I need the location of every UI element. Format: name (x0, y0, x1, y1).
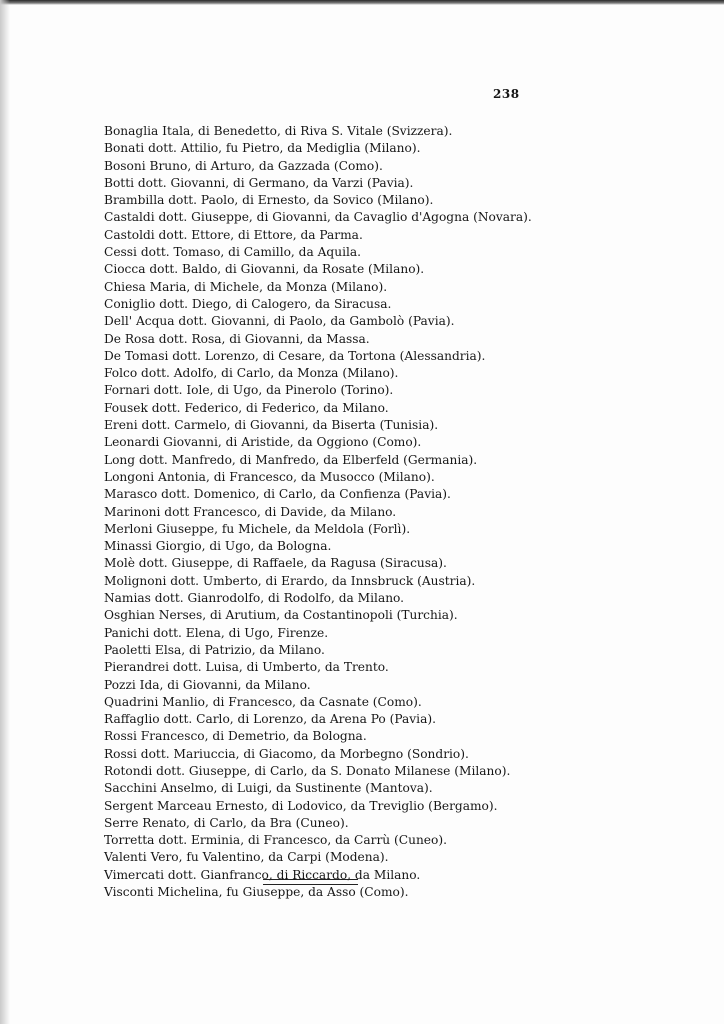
list-item: De Rosa dott. Rosa, di Giovanni, da Massa. (104, 331, 370, 346)
list-item: Quadrini Manlio, di Francesco, da Casnate (Como). (104, 694, 422, 709)
list-item: Osghian Nerses, di Arutium, da Costantinopoli (Turchia). (104, 608, 458, 623)
list-item: Bonaglia Itala, di Benedetto, di Riva S. Vitale (Svizzera). (104, 124, 453, 138)
list-item: Molè dott. Giuseppe, di Raffaele, da Ragusa (Siracusa). (104, 556, 447, 571)
list-item: Bosoni Bruno, di Arturo, da Gazzada (Como). (104, 158, 383, 173)
list-item: Rossi Francesco, di Demetrio, da Bologna. (104, 729, 367, 744)
list-item: Raffaglio dott. Carlo, di Lorenzo, da Arena Po (Pavia). (104, 712, 436, 727)
list-item: Cessi dott. Tomaso, di Camillo, da Aquila. (104, 245, 362, 260)
list-item: Brambilla dott. Paolo, di Ernesto, da Sovico (Milano). (104, 193, 434, 208)
list-item: Coniglio dott. Diego, di Calogero, da Siracusa. (104, 296, 392, 311)
list-item: Panichi dott. Elena, di Ugo, Firenze. (104, 625, 329, 640)
name-list (104, 123, 532, 901)
list-item: Marinoni dott Francesco, di Davide, da Milano. (104, 504, 397, 519)
list-item: Minassi Giorgio, di Ugo, da Bologna. (104, 539, 332, 554)
list-item: Botti dott. Giovanni, di Germano, da Varzi (Pavia). (104, 175, 414, 190)
list-item: Sacchini Anselmo, di Luigi, da Sustinente (Mantova). (104, 781, 433, 796)
list-item: Vimercati dott. Gianfranco, di Riccardo, da Milano. (104, 867, 421, 882)
list-item: Pierandrei dott. Luisa, di Umberto, da Trento. (104, 660, 389, 675)
list-item: Rossi dott. Mariuccia, di Giacomo, da Morbegno (Sondrio). (104, 746, 469, 761)
list-item: Castaldi dott. Giuseppe, di Giovanni, da Cavaglio d'Agogna (Novara). (104, 210, 532, 225)
section-divider-bottom (263, 884, 358, 885)
page-number: 238 (493, 87, 520, 101)
list-item: Merloni Giuseppe, fu Michele, da Meldola (Forlì). (104, 521, 411, 536)
list-item: Bonati dott. Attilio, fu Pietro, da Mediglia (Milano). (104, 141, 421, 156)
list-item: Molignoni dott. Umberto, di Erardo, da Innsbruck (Austria). (104, 573, 476, 588)
list-item: Castoldi dott. Ettore, di Ettore, da Parma. (104, 227, 363, 242)
list-item: Ereni dott. Carmelo, di Giovanni, da Biserta (Tunisia). (104, 418, 439, 433)
list-item: Paoletti Elsa, di Patrizio, da Milano. (104, 642, 325, 657)
list-item: Ciocca dott. Baldo, di Giovanni, da Rosate (Milano). (104, 262, 425, 277)
list-item: Namias dott. Gianrodolfo, di Rodolfo, da Milano. (104, 591, 405, 606)
list-item: Chiesa Maria, di Michele, da Monza (Milano). (104, 279, 388, 294)
list-item: Folco dott. Adolfo, di Carlo, da Monza (Milano). (104, 366, 399, 381)
list-item: Torretta dott. Erminia, di Francesco, da Carrù (Cuneo). (104, 833, 447, 848)
list-item: Fornari dott. Iole, di Ugo, da Pinerolo (Torino). (104, 383, 394, 398)
list-item: Visconti Michelina, fu Giuseppe, da Asso (Como). (104, 885, 409, 900)
scan-edge-top (0, 0, 724, 5)
list-item: Long dott. Manfredo, di Manfredo, da Elberfeld (Germania). (104, 452, 478, 467)
list-item: Fousek dott. Federico, di Federico, da Milano. (104, 400, 389, 415)
list-item: Sergent Marceau Ernesto, di Lodovico, da Treviglio (Bergamo). (104, 798, 498, 813)
list-item: Rotondi dott. Giuseppe, di Carlo, da S. Donato Milanese (Milano). (104, 763, 511, 778)
list-item: Leonardi Giovanni, di Aristide, da Oggiono (Como). (104, 435, 422, 450)
list-item: Longoni Antonia, di Francesco, da Musocco (Milano). (104, 469, 435, 484)
scan-edge-left (0, 0, 10, 1024)
list-item: Serre Renato, di Carlo, da Bra (Cuneo). (104, 815, 349, 830)
list-item: Dell' Acqua dott. Giovanni, di Paolo, da Gambolò (Pavia). (104, 314, 455, 329)
section-divider-top (263, 879, 358, 880)
list-item: Marasco dott. Domenico, di Carlo, da Confienza (Pavia). (104, 487, 451, 502)
list-item: De Tomasi dott. Lorenzo, di Cesare, da Tortona (Alessandria). (104, 348, 486, 363)
list-item: Valenti Vero, fu Valentino, da Carpi (Modena). (104, 850, 389, 865)
list-item: Pozzi Ida, di Giovanni, da Milano. (104, 677, 311, 692)
